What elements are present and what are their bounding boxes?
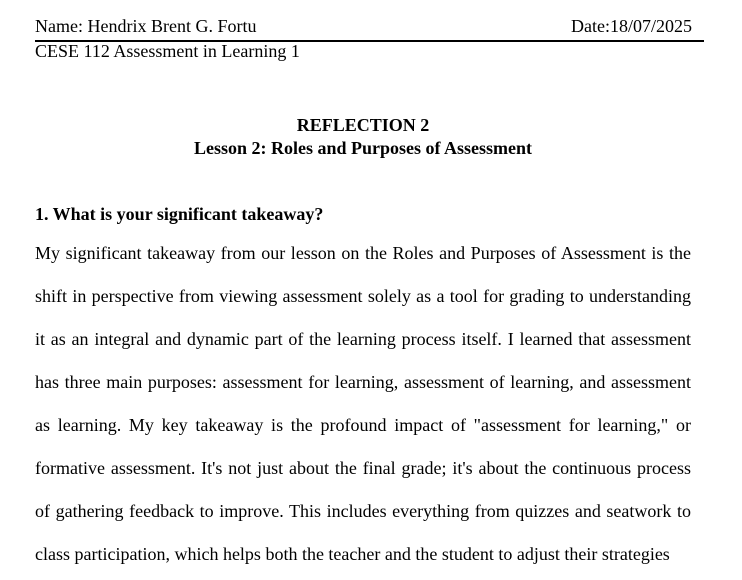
header-row xyxy=(35,14,704,42)
reflection-title: REFLECTION 2 xyxy=(296,115,430,135)
student-name: Name: Hendrix Brent G. Fortu xyxy=(35,16,257,36)
question-heading: 1. What is your significant takeaway? xyxy=(35,204,324,224)
course-title: CESE 112 Assessment in Learning 1 xyxy=(35,41,300,61)
submission-date: Date:18/07/2025 xyxy=(571,16,692,36)
answer-paragraph: My significant takeaway from our lesson on the Roles and Purposes of Assessment is the shift in perspective from viewing assessment solely as a tool for grading to understanding it as an integral and dynamic part of the learning process itself. I learned that assessment has three main purposes: assessment for learning, assessment of learning, and assessment as learning. My key takeaway is the profound impact of "assessment for learning," or formative assessment. It's not just about the final grade; it's about the continuous process of gathering feedback to improve. This includes everything from quizzes and seatwork to class participation, which helps both the teacher and the student to adjust their strategies xyxy=(35,243,691,564)
lesson-title: Lesson 2: Roles and Purposes of Assessment xyxy=(193,138,533,158)
